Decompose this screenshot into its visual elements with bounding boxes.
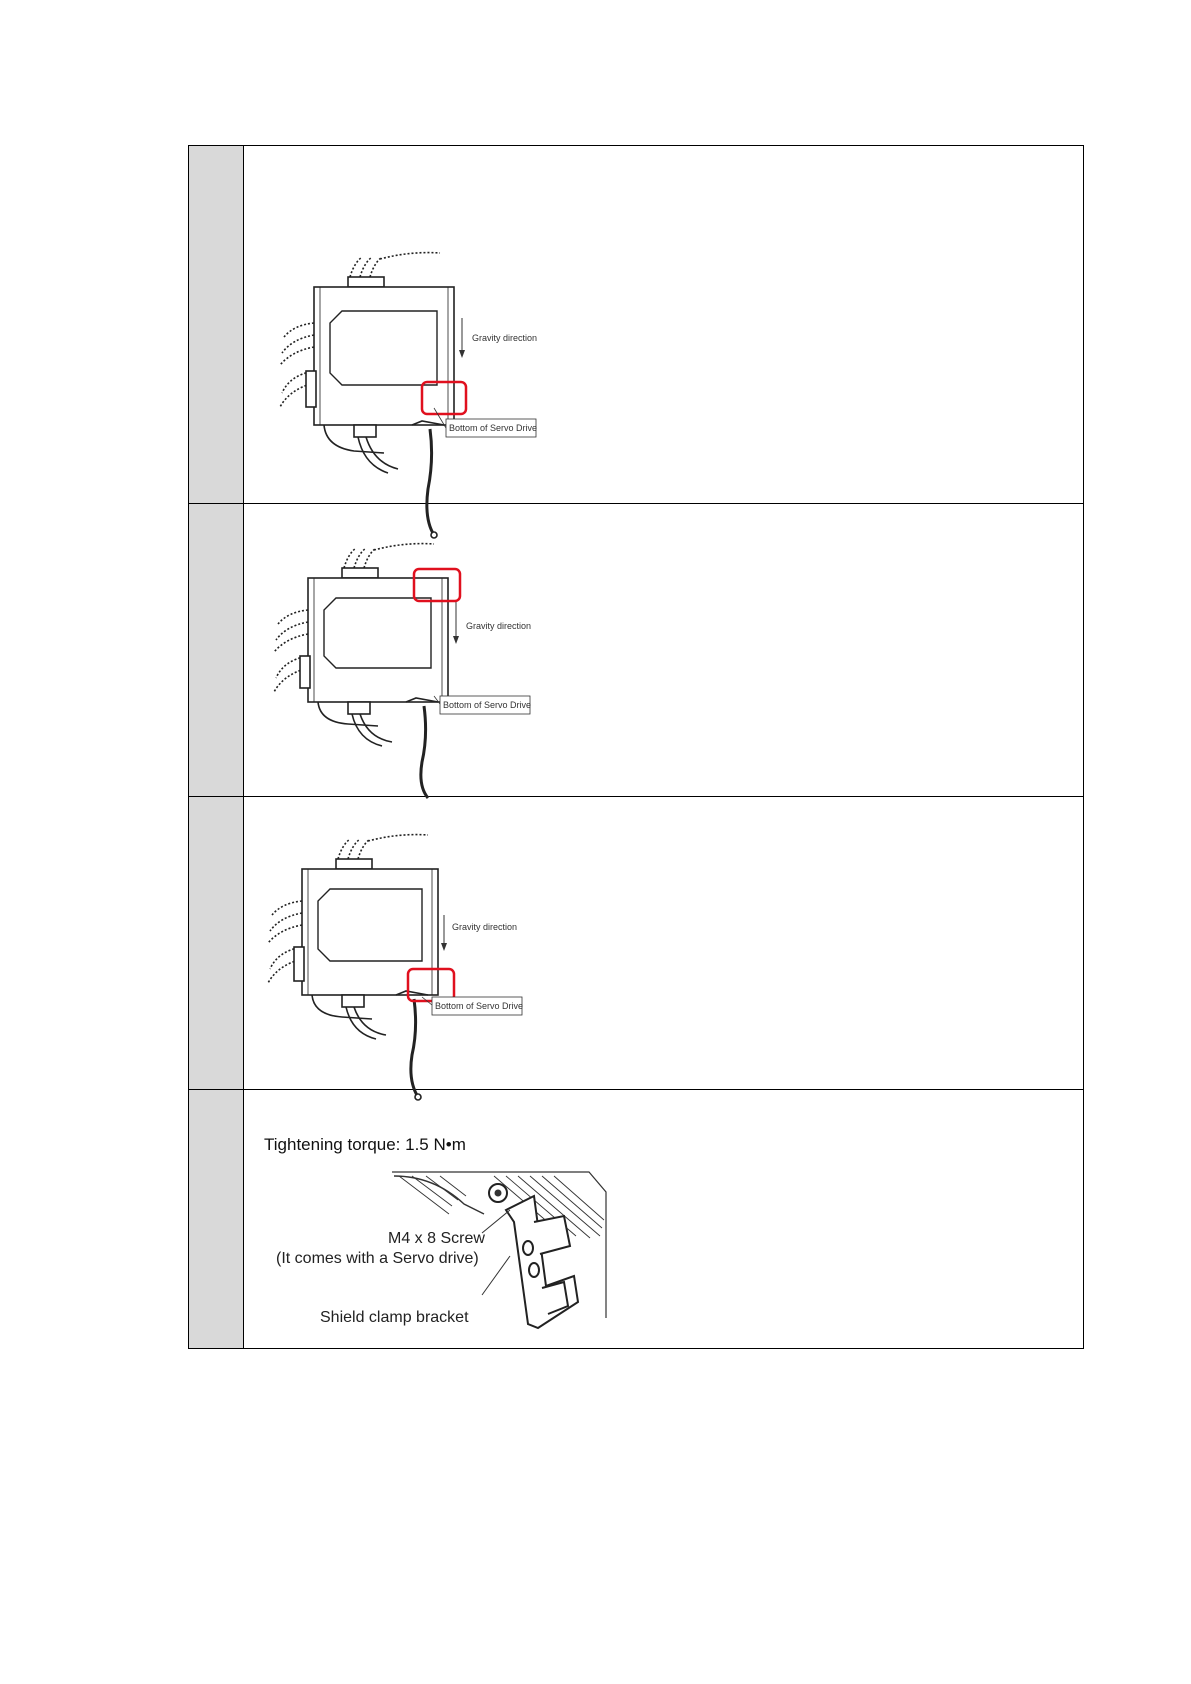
instruction-table	[188, 145, 1084, 1349]
bottom-of-servo-drive-label: Bottom of Servo Drive	[435, 1001, 524, 1011]
shield-clamp-diagram	[244, 1090, 1084, 1348]
screw-label: M4 x 8 Screw	[388, 1230, 485, 1247]
servo-drive-diagram-3	[244, 797, 1084, 1090]
step-cell-3	[189, 797, 244, 1089]
step-row-4	[189, 1090, 1083, 1348]
content-cell-4	[244, 1090, 1083, 1348]
gravity-direction-label: Gravity direction	[472, 333, 538, 343]
gravity-direction-label: Gravity direction	[466, 621, 532, 631]
step-cell-1	[189, 146, 244, 503]
shield-clamp-bracket-label: Shield clamp bracket	[320, 1309, 469, 1326]
content-cell-2	[244, 504, 1083, 796]
step-row-3	[189, 797, 1083, 1090]
screw-note: (It comes with a Servo drive)	[276, 1250, 479, 1267]
tightening-torque-label: Tightening torque: 1.5 N•m	[264, 1135, 466, 1154]
bottom-of-servo-drive-label: Bottom of Servo Drive	[449, 423, 538, 433]
servo-drive-diagram-1	[244, 146, 1084, 504]
content-cell-3	[244, 797, 1083, 1089]
step-cell-4	[189, 1090, 244, 1348]
servo-drive-diagram-2	[244, 504, 1084, 797]
content-cell-1	[244, 146, 1083, 503]
step-row-1	[189, 146, 1083, 504]
gravity-direction-label: Gravity direction	[452, 922, 518, 932]
step-cell-2	[189, 504, 244, 796]
step-row-2	[189, 504, 1083, 797]
bottom-of-servo-drive-label: Bottom of Servo Drive	[443, 700, 532, 710]
